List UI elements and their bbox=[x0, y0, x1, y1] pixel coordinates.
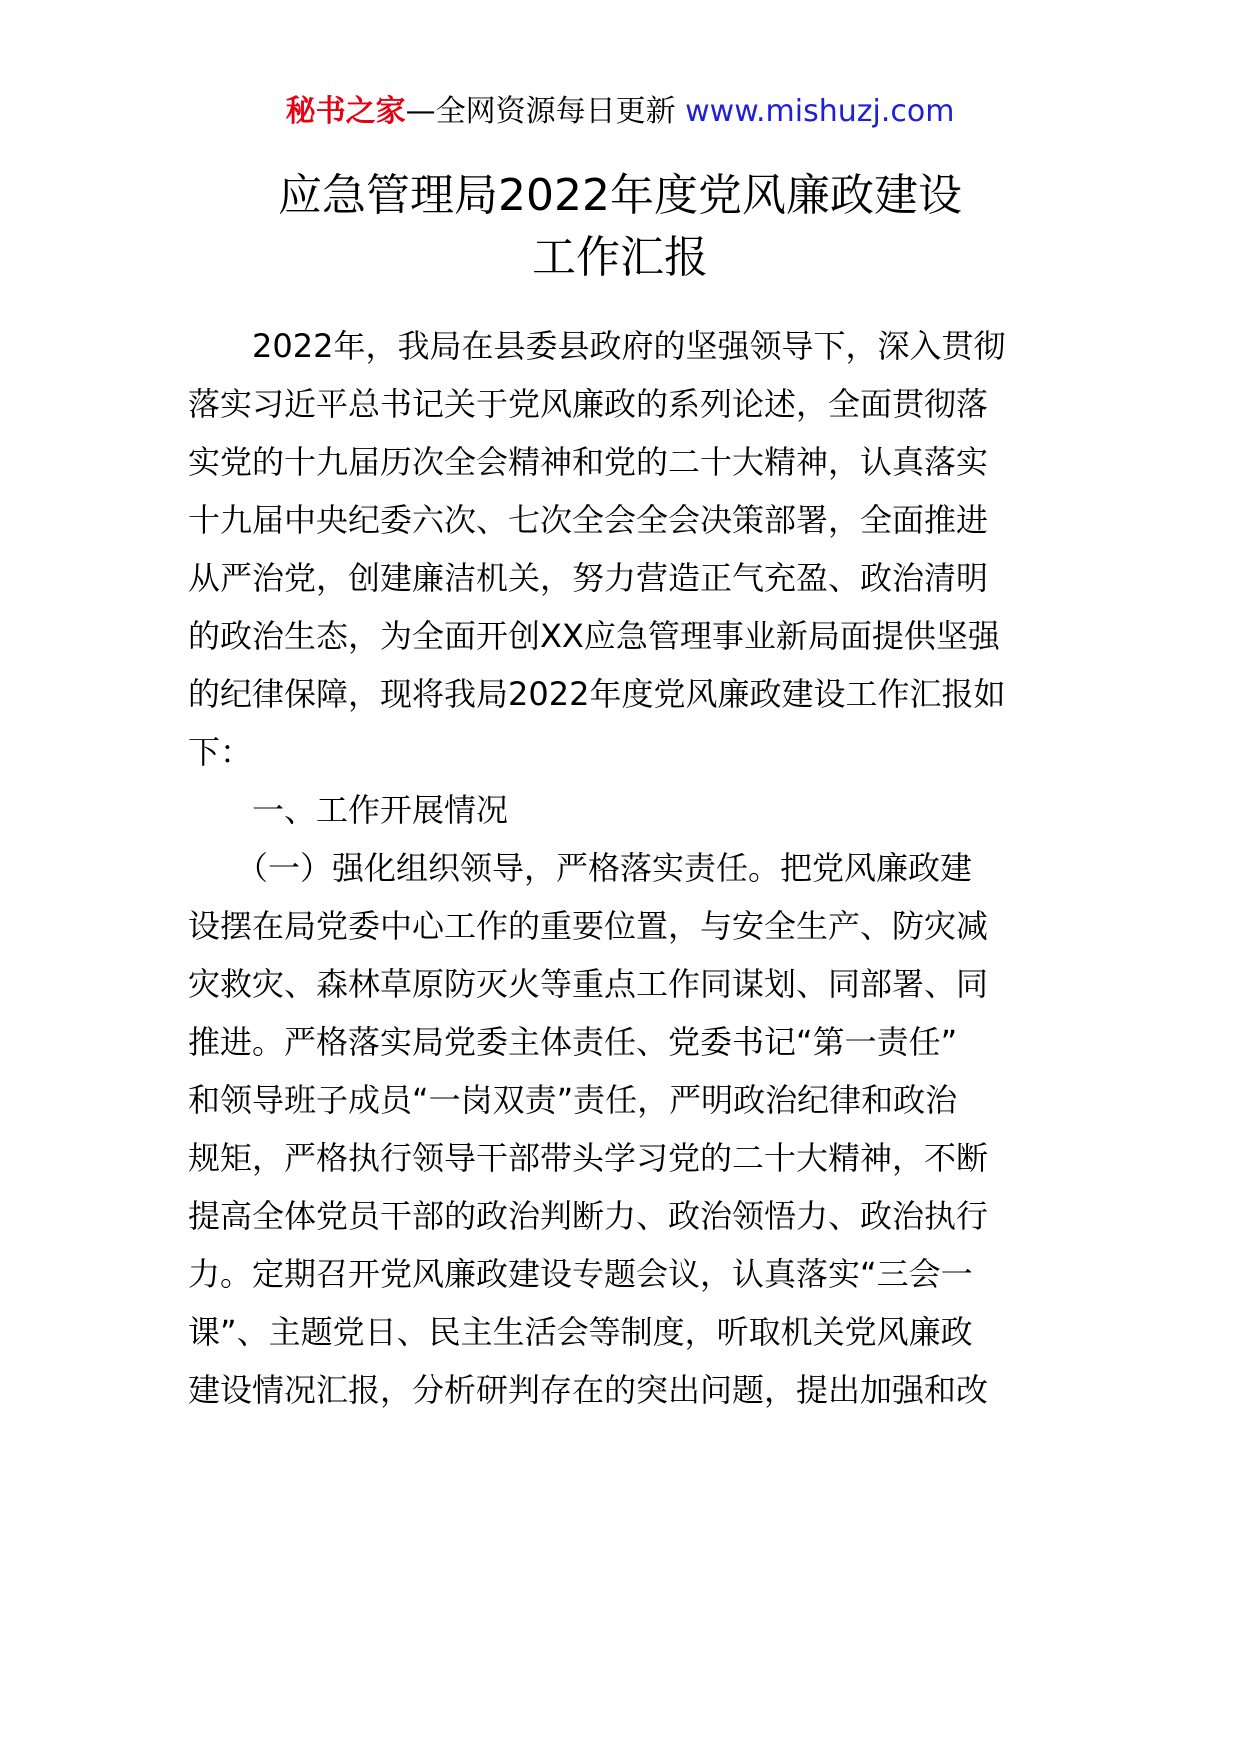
body-line: 力。定期召开党风廉政建设专题会议，认真落实“三会一 bbox=[188, 1255, 973, 1293]
body-line: 设摆在局党委中心工作的重要位置，与安全生产、防灾减 bbox=[188, 907, 989, 945]
section-heading: 一、工作开展情况 bbox=[188, 791, 509, 829]
body-line: （一）强化组织领导，严格落实责任。把党风廉政建 bbox=[188, 849, 973, 887]
body-line: 推进。严格落实局党委主体责任、党委书记“第一责任” bbox=[188, 1023, 958, 1061]
site-header bbox=[0, 92, 1240, 132]
body-line: 规矩，严格执行领导干部带头学习党的二十大精神，不断 bbox=[188, 1139, 989, 1177]
site-brand: 秘书之家 bbox=[285, 94, 406, 129]
document-title-line-2: 工作汇报 bbox=[532, 232, 708, 283]
body-line: 实党的十九届历次全会精神和党的二十大精神，认真落实 bbox=[188, 443, 989, 481]
body-line: 2022年，我局在县委县政府的坚强领导下，深入贯彻 bbox=[188, 327, 1006, 365]
body-line: 的纪律保障，现将我局2022年度党风廉政建设工作汇报如 bbox=[188, 675, 1006, 713]
body-line: 落实习近平总书记关于党风廉政的系列论述，全面贯彻落 bbox=[188, 385, 989, 423]
body-line: 下： bbox=[188, 733, 253, 771]
site-url-link[interactable]: www.mishuzj.com bbox=[685, 94, 955, 129]
body-line: 从严治党，创建廉洁机关，努力营造正气充盈、政治清明 bbox=[188, 559, 989, 597]
body-line: 十九届中央纪委六次、七次全会全会决策部署，全面推进 bbox=[188, 501, 989, 539]
body-line: 课”、主题党日、民主生活会等制度，听取机关党风廉政 bbox=[188, 1313, 973, 1351]
body-line: 建设情况汇报，分析研判存在的突出问题，提出加强和改 bbox=[188, 1371, 989, 1409]
body-line: 和领导班子成员“一岗双责”责任，严明政治纪律和政治 bbox=[188, 1081, 958, 1119]
document-title-line-1: 应急管理局2022年度党风廉政建设 bbox=[278, 170, 962, 221]
body-line: 的政治生态，为全面开创XX应急管理事业新局面提供坚强 bbox=[188, 617, 1000, 655]
body-line: 灾救灾、森林草原防灭火等重点工作同谋划、同部署、同 bbox=[188, 965, 989, 1003]
body-line: 提高全体党员干部的政治判断力、政治领悟力、政治执行 bbox=[188, 1197, 989, 1235]
site-tagline: —全网资源每日更新 bbox=[405, 94, 686, 129]
